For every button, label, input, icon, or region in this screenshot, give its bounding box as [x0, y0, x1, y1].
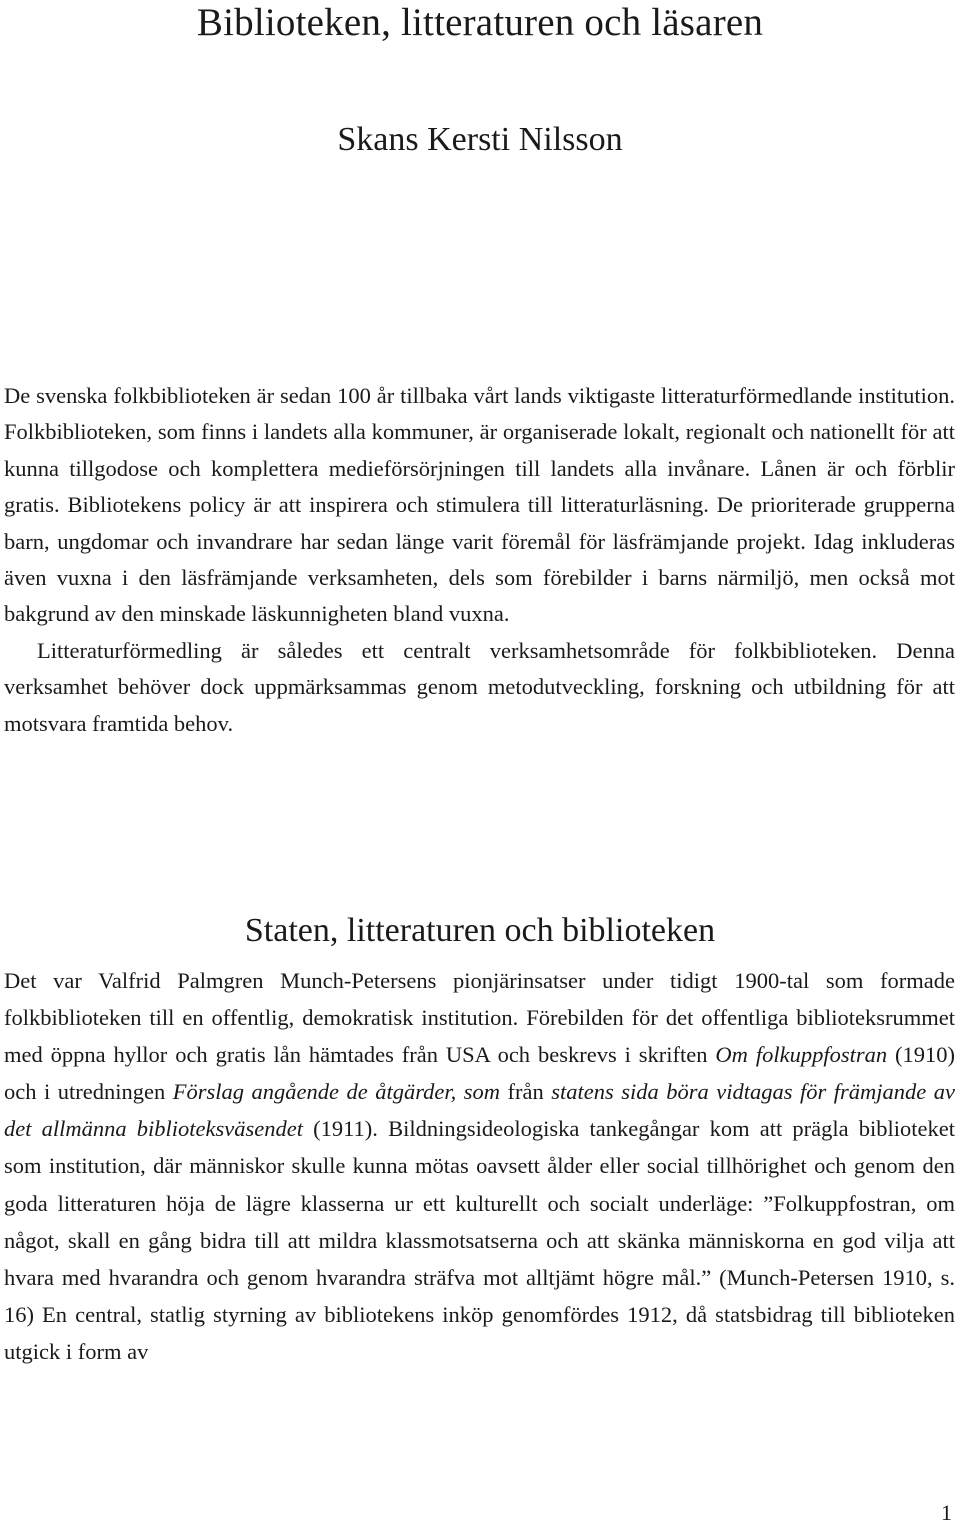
section-heading: Staten, litteraturen och biblioteken: [244, 912, 716, 949]
document-title: Biblioteken, litteraturen och läsaren: [196, 1, 764, 44]
body-text-segment: Det var Valfrid Palmgren Munch-Petersens pionjärinsatser under tidigt 1900-tal som formade folkbiblioteken till en offentlig, demokratisk institution. Förebilden för det offentliga biblioteksrummet med öppna hyllor och gratis lån hämtades från USA och beskrevs i skriften: [4, 968, 955, 1068]
body-paragraph: [4, 962, 955, 1370]
body-text: [4, 962, 955, 1370]
italic-title-statens-sida: statens sida böra vidtagas för främjande av det allmänna biblioteksväsendet: [4, 1079, 955, 1142]
abstract: [4, 378, 955, 742]
body-text-segment: från: [500, 1079, 552, 1105]
body-text-segment: (1911). Bildningsideologiska tankegångar kom att prägla biblioteket som institution, där människor skulle kunna mötas oavsett ålder eller social tillhörighet och genom den goda litteraturen höja de lägre klasserna ur ett kulturellt och socialt underläge: ”Folkuppfostran, om något, skall en gång bidra till att mildra klassmotsatserna och att skänka människorna en god vilja att hvara med hvarandra och genom hvarandra sträfva mot alltjämt högre mål.” (Munch-Petersen 1910, s. 16) En central, statlig styrning av bibliotekens inköp genomfördes 1912, då statsbidrag till biblioteken utgick i form av: [4, 1116, 955, 1364]
abstract-paragraph-1: De svenska folkbiblioteken är sedan 100 år tillbaka vårt lands viktigaste litteraturförmedlande institution. Folkbiblioteken, som finns i landets alla kommuner, är organiserade lokalt, regionalt och nationellt för att kunna tillgodose och komplettera medieförsörjningen till landets alla invånare. Lånen är och förblir gratis. Bibliotekens policy är att inspirera och stimulera till litteraturläsning. De prioriterade grupperna barn, ungdomar och invandrare har sedan länge varit föremål för läsfrämjande projekt. Idag inkluderas även vuxna i den läsfrämjande verksamheten, dels som förebilder i barns närmiljö, men också mot bakgrund av den minskade läskunnigheten bland vuxna.: [4, 383, 955, 627]
italic-title-om-folkuppfostran: Om folkuppfostran: [715, 1042, 888, 1068]
body-text-segment: (1910) och i utredningen: [4, 1042, 955, 1105]
italic-title-forslag: Förslag angående de åtgärder, som: [172, 1079, 500, 1105]
abstract-paragraph-2: Litteraturförmedling är således ett centralt verksamhetsområde för folkbiblioteken. Denna verksamhet behöver dock uppmärksammas genom metodutveckling, forskning och utbildning för att motsvara framtida behov.: [4, 637, 955, 736]
page-number: 1: [941, 1500, 952, 1525]
author-name: Skans Kersti Nilsson: [337, 121, 623, 158]
